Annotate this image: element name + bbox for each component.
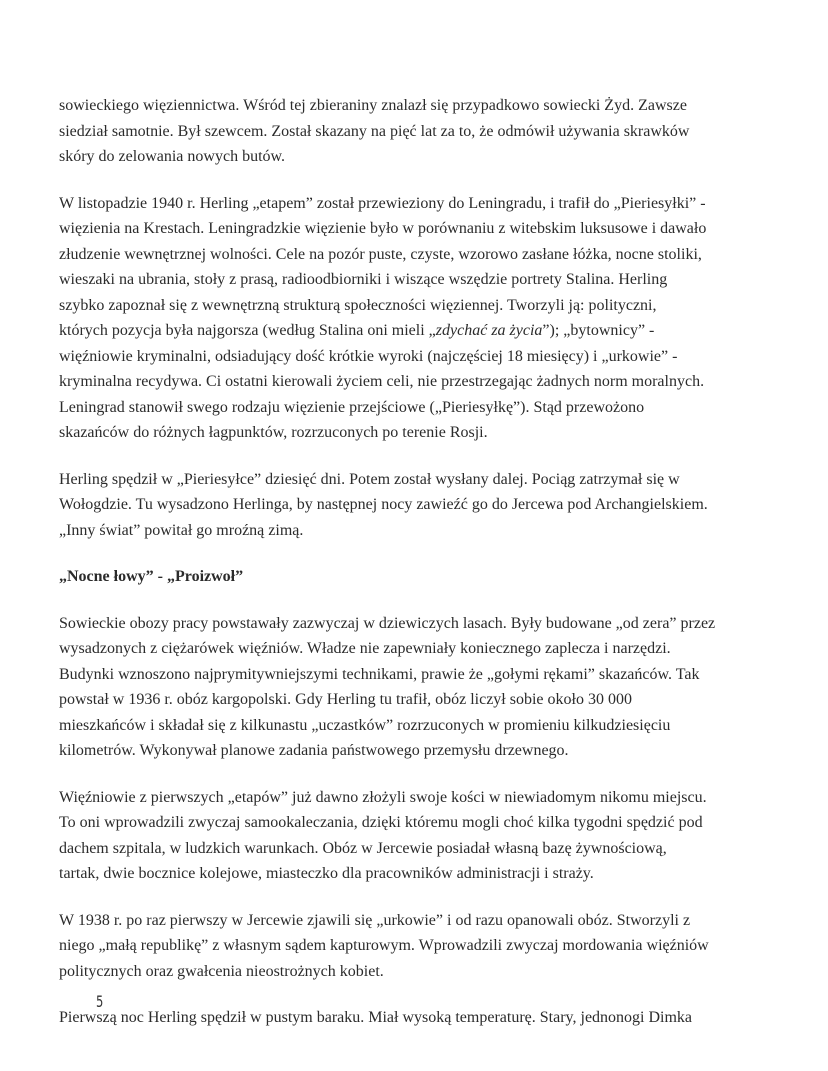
text-line: Herling spędził w „Pieriesyłce” dziesięć dni. Potem został wysłany dalej. Pociąg zatrzymał się w	[59, 470, 680, 488]
text-line: Pierwszą noc Herling spędził w pustym baraku. Miał wysoką temperaturę. Stary, jednonogi Dimka	[59, 1009, 693, 1026]
text-line: „Inny świat” powitał go mroźną zimą.	[59, 521, 304, 539]
text-line: Więźniowie z pierwszych „etapów” już dawno złożyli swoje kości w niewiadomym nikomu miejscu.	[59, 788, 707, 806]
text-line: kryminalna recydywa. Ci ostatni kierowali życiem celi, nie przestrzegając żadnych norm moralnych.	[59, 373, 705, 390]
text-line: Sowieckie obozy pracy powstawały zazwyczaj w dziewiczych lasach. Były budowane „od zera” przez	[59, 614, 716, 632]
text-line: więźniowie kryminalni, odsiadujący dość krótkie wyroki (najczęściej 18 miesięcy) i „urkowie” -	[59, 347, 678, 365]
text-line: sowieckiego więziennictwa. Wśród tej zbieraniny znalazł się przypadkowo sowiecki Żyd. Zawsze	[59, 97, 687, 114]
text-line: W 1938 r. po raz pierwszy w Jercewie zjawili się „urkowie” i od razu opanowali obóz. Stworzyli z	[59, 911, 691, 929]
paragraph	[59, 1005, 771, 1031]
text-line: Wołogdzie. Tu wysadzono Herlinga, by następnej nocy zawieźć go do Jercewa pod Archangielskiem.	[59, 496, 708, 513]
paragraph	[59, 908, 771, 985]
text-line: Budynki wznoszono najprymitywniejszymi technikami, prawie że „gołymi rękami” skazańców. Tak	[59, 665, 700, 683]
section-heading: „Nocne łowy” - „Proizwoł”	[59, 568, 244, 585]
emphasis: zdychać za życia	[435, 322, 543, 339]
text-line: To oni wprowadzili zwyczaj samookaleczania, dzięki któremu mogli choć kilka tygodni spędzić pod	[59, 814, 703, 831]
text-line: więzienia na Krestach. Leningradzkie więzienie było w porównaniu z witebskim luksusowe i dawało	[59, 220, 707, 237]
text-line: powstał w 1936 r. obóz kargopolski. Gdy Herling tu trafił, obóz liczył sobie około 30 000	[59, 691, 632, 708]
text-line: W listopadzie 1940 r. Herling „etapem” został przewieziony do Leningradu, i trafił do „Pieriesyłki” -	[59, 194, 706, 212]
text-line: skazańców do różnych łagpunktów, rozrzuconych po terenie Rosji.	[59, 424, 488, 441]
text-line: złudzenie wewnętrznej wolności. Cele na pozór puste, czyste, wzorowo zasłane łóżka, nocne stoliki,	[59, 245, 702, 263]
paragraph	[59, 93, 771, 170]
page-number: 5	[96, 992, 104, 1011]
text-line: mieszkańców i składał się z kilkunastu „uczastków” rozrzuconych w promieniu kilkudziesięciu	[59, 716, 671, 734]
text-line: skóry do zelowania nowych butów.	[59, 148, 286, 165]
body-text-section-1	[59, 93, 771, 543]
text-line: tartak, dwie bocznice kolejowe, miasteczko dla pracowników administracji i straży.	[59, 865, 594, 882]
paragraph	[59, 467, 771, 544]
text-line: kilometrów. Wykonywał planowe zadania państwowego przemysłu drzewnego.	[59, 742, 569, 759]
text-line: dachem szpitala, w ludzkich warunkach. Obóz w Jercewie posiadał własną bazę żywnościową,	[59, 839, 667, 857]
text-line: niego „małą republikę” z własnym sądem kapturowym. Wprowadzili zwyczaj mordowania więźniów	[59, 937, 709, 954]
paragraph	[59, 785, 771, 887]
text-line: wysadzonych z ciężarówek więźniów. Władze nie zapewniały koniecznego zaplecza i narzędzi.	[59, 640, 671, 657]
text-line: politycznych oraz gwałcenia nieostrożnych kobiet.	[59, 962, 384, 980]
text-line: wieszaki na ubrania, stoły z prasą, radioodbiorniki i wiszące wszędzie portrety Stalina. Herling	[59, 271, 668, 288]
paragraph	[59, 611, 771, 764]
document-page	[59, 93, 771, 1031]
paragraph	[59, 191, 771, 446]
body-text-section-2	[59, 611, 771, 1031]
text-line: Leningrad stanowił swego rodzaju więzienie przejściowe („Pieriesyłkę”). Stąd przewożono	[59, 398, 645, 416]
text-line: szybko zapoznał się z wewnętrzną strukturą społeczności więziennej. Tworzyli ją: polityczni,	[59, 296, 657, 314]
text-line: siedział samotnie. Był szewcem. Został skazany na pięć lat za to, że odmówił używania skrawków	[59, 122, 690, 140]
text-line: których pozycja była najgorsza (według Stalina oni mieli „zdychać za życia”); „bytownicy” -	[59, 322, 655, 339]
